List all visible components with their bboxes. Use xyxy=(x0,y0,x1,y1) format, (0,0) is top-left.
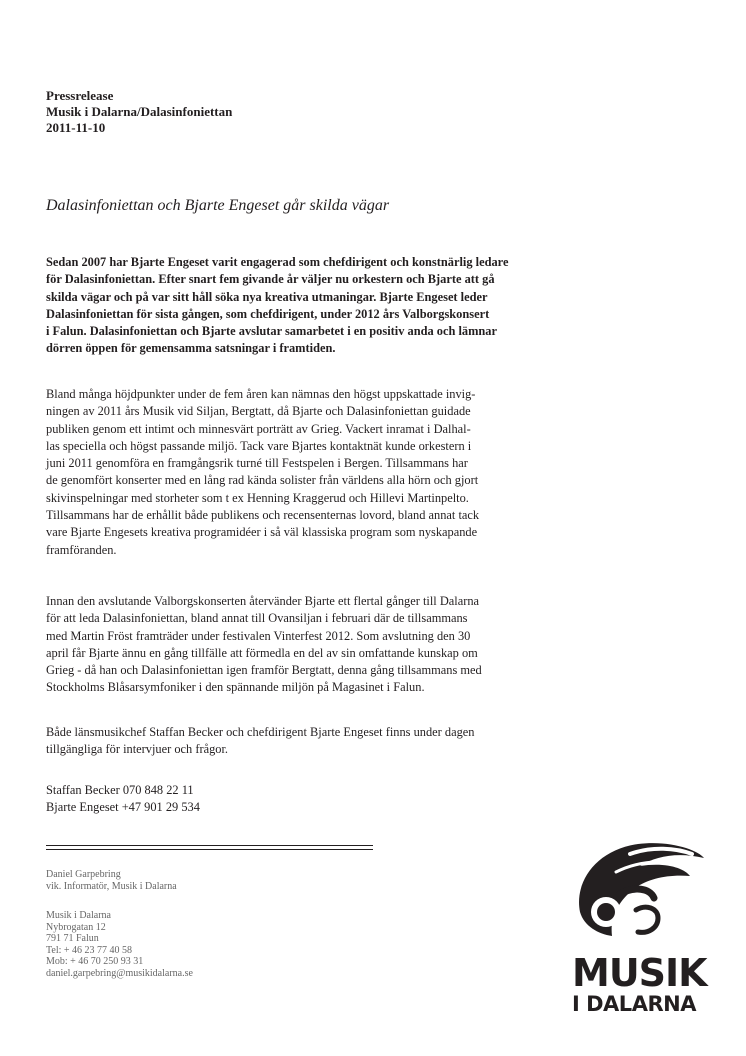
footer-sender xyxy=(46,869,177,892)
lead-paragraph xyxy=(46,254,566,358)
availability-paragraph xyxy=(46,724,566,759)
paragraph-line: april får Bjarte ännu en gång tillfälle att förmedla en del av sin omfattande kunskap om xyxy=(46,645,478,660)
logo-word-i-dalarna: I DALARNA xyxy=(572,992,696,1016)
footer-divider xyxy=(46,845,373,846)
address-postal: 791 71 Falun xyxy=(46,933,99,944)
paragraph-line: för att leda Dalasinfoniettan, bland annat till Ovansiljan i februari där de tillsammans xyxy=(46,611,468,626)
release-organization: Musik i Dalarna/Dalasinfoniettan xyxy=(46,104,233,119)
lead-line: skilda vägar och på var sitt håll söka nya kreativa utmaningar. Bjarte Engeset leder xyxy=(46,289,488,304)
paragraph-line: de genomfört konserter med en lång rad kända solister från världens alla hörn och gjort xyxy=(46,473,479,488)
paragraph-line: med Martin Fröst framträder under festivalen Vinterfest 2012. Som avslutning den 30 xyxy=(46,628,471,643)
address-mobile: Mob: + 46 70 250 93 31 xyxy=(46,956,144,967)
paragraph-line: Både länsmusikchef Staffan Becker och chefdirigent Bjarte Engeset finns under dagen xyxy=(46,725,475,739)
paragraph-line: ningen av 2011 års Musik vid Siljan, Bergtatt, då Bjarte och Dalasinfoniettan guidade xyxy=(46,404,471,419)
release-date: 2011-11-10 xyxy=(46,120,106,135)
paragraph-line: juni 2011 genomföra en framgångsrik turné till Festspelen i Bergen. Tillsammans har xyxy=(46,456,468,471)
paragraph-line: Innan den avslutande Valborgskonserten återvänder Bjarte ett flertal gånger till Dalarna xyxy=(46,594,480,608)
paragraph-line: framföranden. xyxy=(46,542,117,557)
footer-address xyxy=(46,910,193,979)
violin-scroll-icon xyxy=(566,836,710,952)
paragraph-line: skivinspelningar med storheter som t ex Henning Kraggerud och Hillevi Martinpelto. xyxy=(46,490,469,505)
release-title: Dalasinfoniettan och Bjarte Engeset går skilda vägar xyxy=(46,197,390,214)
lead-line: dörren öppen för gemensamma satsningar i framtiden. xyxy=(46,341,336,356)
contact-list xyxy=(46,782,566,817)
paragraph-line: Bland många höjdpunkter under de fem åren kan nämnas den högst uppskattade invig- xyxy=(46,387,476,401)
lead-line: i Falun. Dalasinfoniettan och Bjarte avslutar samarbetet i en positiv anda och lämnar xyxy=(46,324,497,339)
paragraph-line: las speciella och högst passande miljö. Tack vare Bjartes kontaktnät kunde orkestern i xyxy=(46,438,472,453)
highlights-paragraph xyxy=(46,386,566,559)
address-org: Musik i Dalarna xyxy=(46,910,111,921)
lead-line: Dalasinfoniettan för sista gången, som chefdirigent, under 2012 års Valborgskonsert xyxy=(46,306,490,321)
paragraph-line: Grieg - då han och Dalasinfoniettan igen framför Bergtatt, denna gång tillsammans med xyxy=(46,663,482,678)
sender-role: vik. Informatör, Musik i Dalarna xyxy=(46,880,177,892)
paragraph-line: Tillsammans har de erhållit både publikens och recensenternas lovord, bland annat tack xyxy=(46,508,480,523)
address-email: daniel.garpebring@musikidalarna.se xyxy=(46,967,193,979)
logo-word-musik: MUSIK xyxy=(572,951,707,995)
paragraph-line: publiken genom ett intimt och minnesvärt porträtt av Grieg. Vackert inramat i Dalhal- xyxy=(46,421,471,436)
contact-staffan-becker: Staffan Becker 070 848 22 11 xyxy=(46,783,194,797)
address-phone: Tel: + 46 23 77 40 58 xyxy=(46,944,133,956)
lead-line: för Dalasinfoniettan. Efter snart fem givande år väljer nu orkestern och Bjarte att gå xyxy=(46,272,495,287)
logo-wordmark xyxy=(572,951,710,1016)
paragraph-line: Stockholms Blåsarsymfoniker i den spännande miljön på Magasinet i Falun. xyxy=(46,680,425,695)
release-type: Pressrelease xyxy=(46,88,114,103)
contact-bjarte-engeset: Bjarte Engeset +47 901 29 534 xyxy=(46,800,200,815)
address-street: Nybrogatan 12 xyxy=(46,921,106,933)
footer-divider xyxy=(46,849,373,850)
musik-i-dalarna-logo xyxy=(566,836,710,1016)
sender-name: Daniel Garpebring xyxy=(46,869,121,880)
upcoming-paragraph xyxy=(46,593,566,697)
paragraph-line: vare Bjarte Engesets kreativa programidéer i så väl klassiska program som nyskapande xyxy=(46,525,478,540)
release-header xyxy=(46,88,232,136)
lead-line: Sedan 2007 har Bjarte Engeset varit engagerad som chefdirigent och konstnärlig ledare xyxy=(46,255,509,269)
paragraph-line: tillgängliga för intervjuer och frågor. xyxy=(46,742,229,757)
